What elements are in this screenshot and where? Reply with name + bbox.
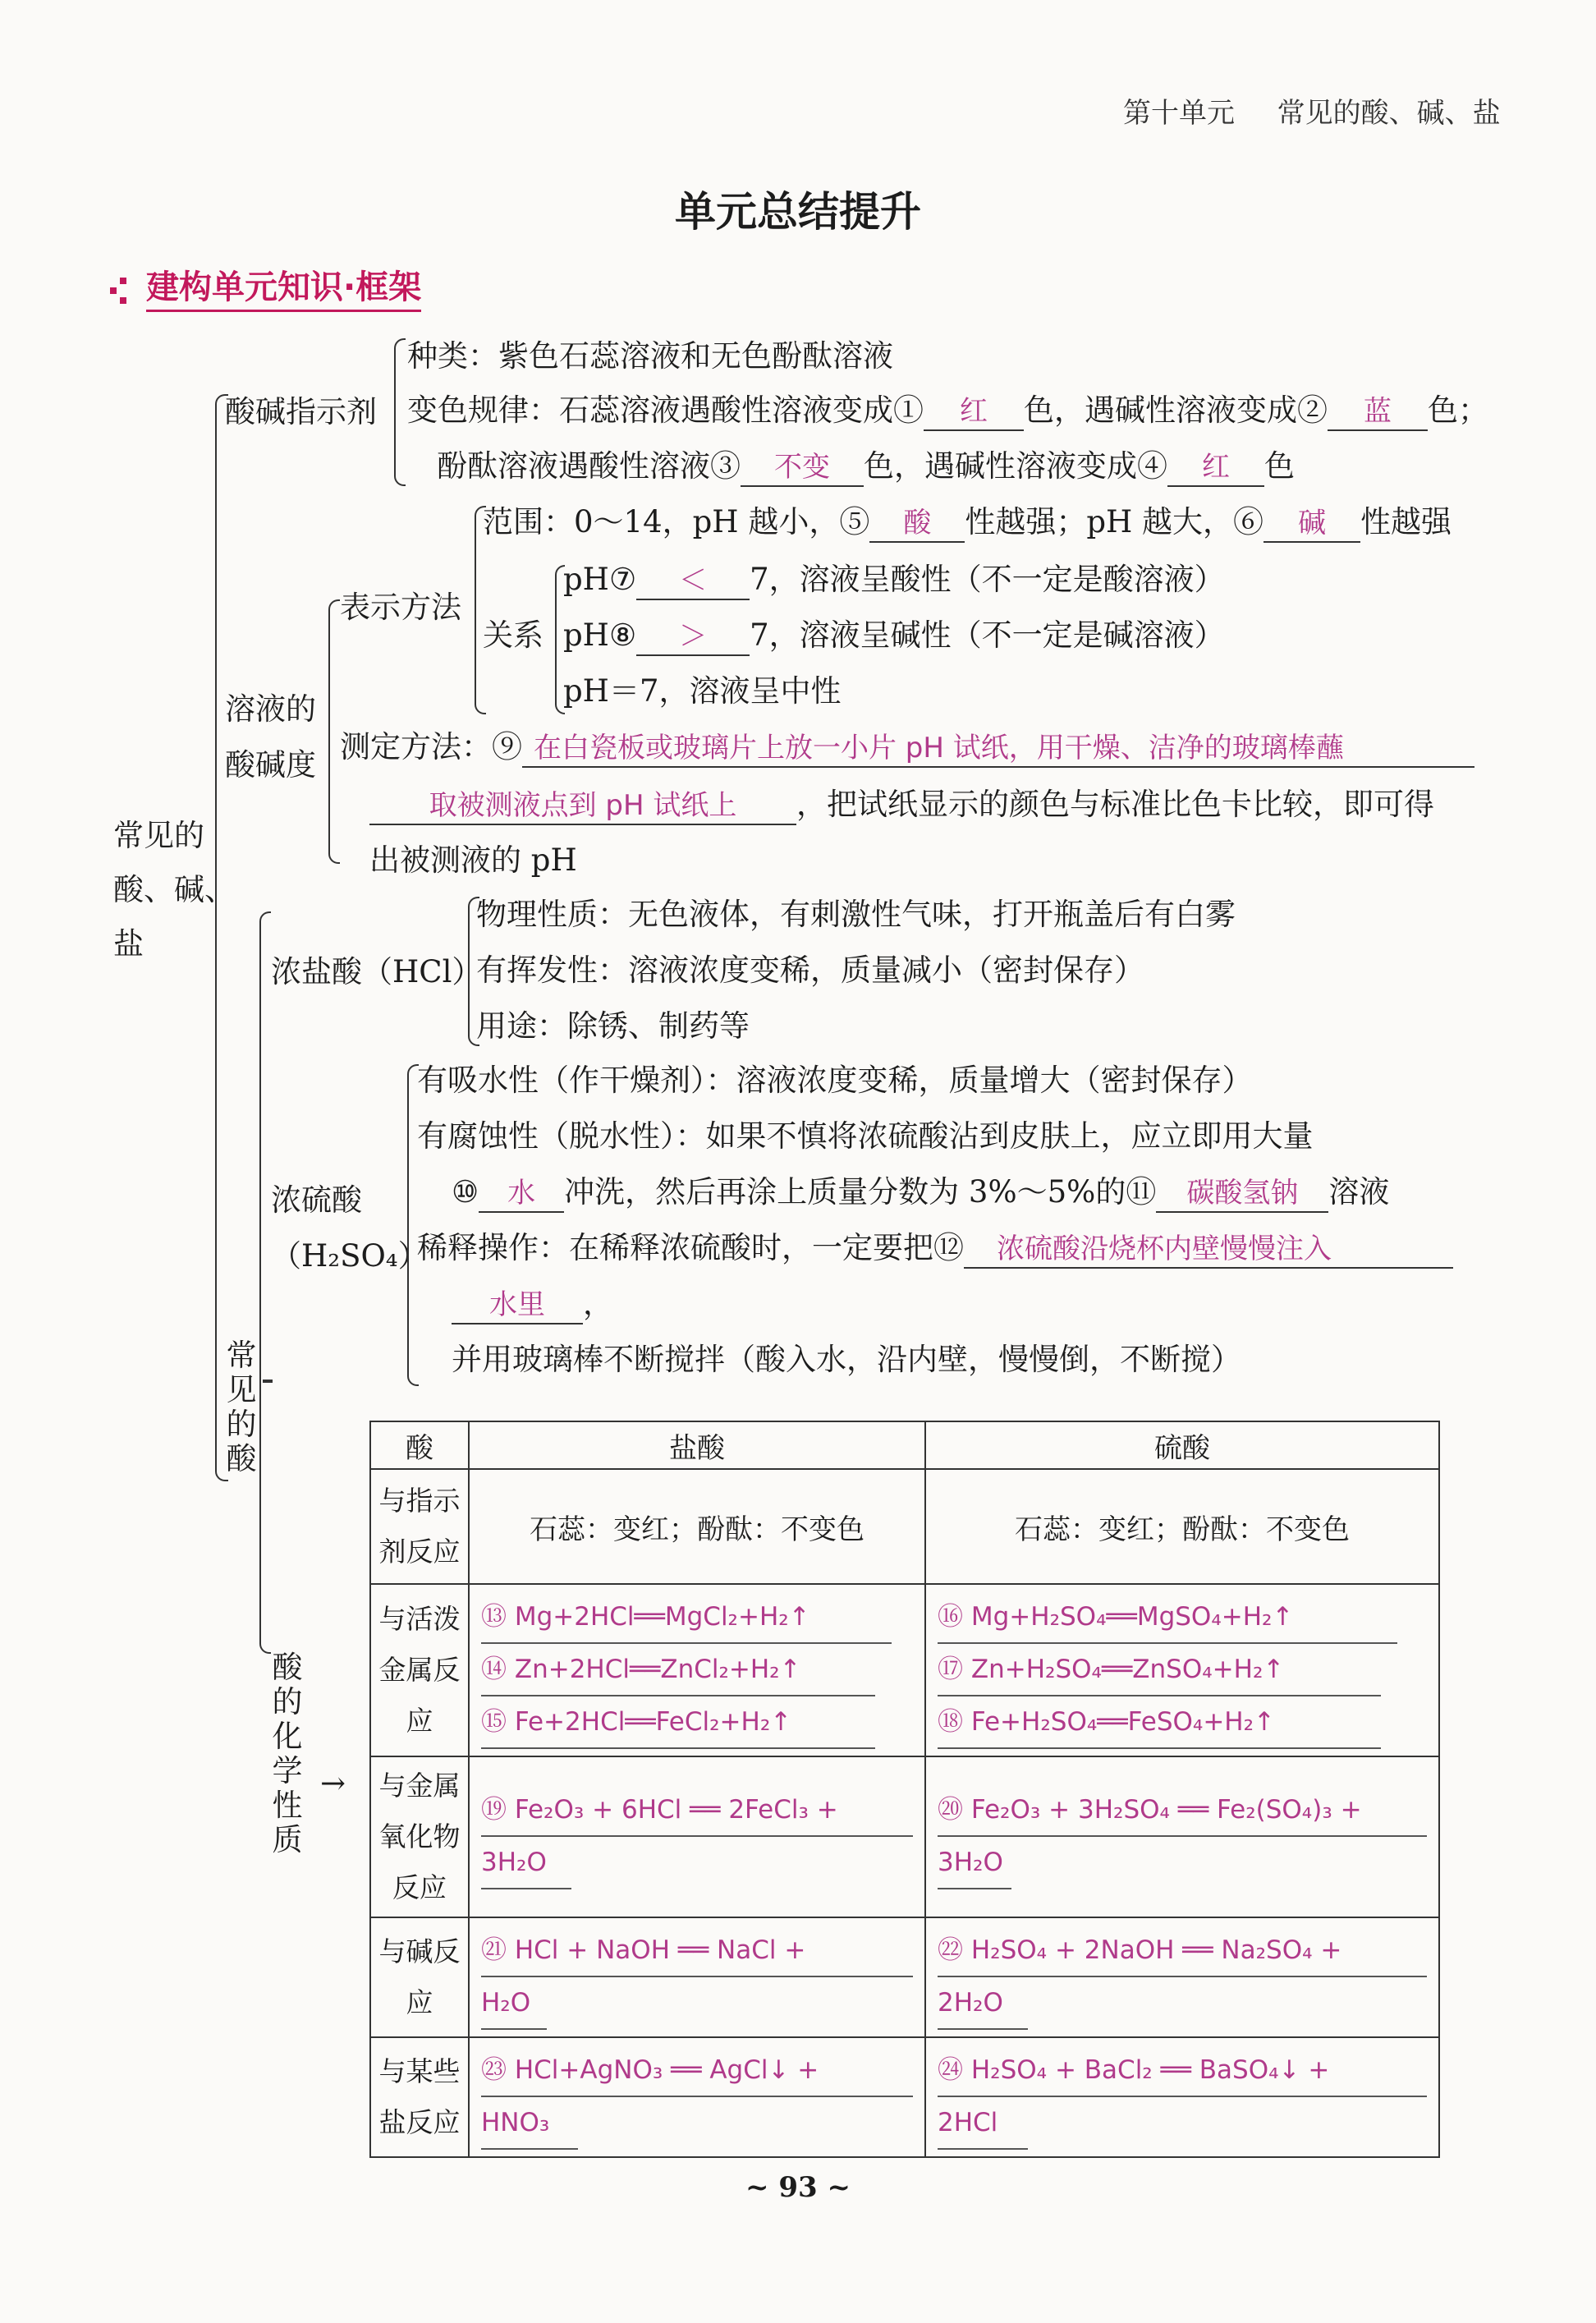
chem-props-label: 酸的化学性质 [272, 1650, 303, 1857]
table-header-row [370, 1421, 1439, 1469]
relation-neutral: pH＝7，溶液呈中性 [563, 673, 842, 709]
table-header: 酸 [370, 1421, 469, 1469]
equation: ⑬ Mg+2HCl══MgCl₂+H₂↑ [481, 1591, 892, 1644]
hcl-volatile: 有挥发性：溶液浓度变稀，质量减小（密封保存） [476, 953, 1144, 988]
answer-12-line-2: 水里 [452, 1287, 583, 1324]
answer-11: 碳酸氢钠 [1156, 1175, 1328, 1213]
answer-1: 红 [924, 393, 1024, 431]
equation: H₂O [481, 1977, 547, 2030]
section-title: 建构单元知识·框架 [146, 261, 421, 312]
h2so4-wash: ⑩ 水 冲洗，然后再涂上质量分数为 3%～5%的⑪ 碳酸氢钠 溶液 [452, 1174, 1389, 1213]
ph-method-label: 表示方法 [340, 590, 461, 625]
root-line-1: 常见的 [113, 818, 204, 853]
row-label: 与指示剂反应 [370, 1469, 469, 1584]
answer-8: ＞ [636, 618, 750, 656]
answer-2: 蓝 [1328, 393, 1428, 431]
table-row [370, 1756, 1439, 1917]
indicator-brace [394, 338, 406, 486]
table-cell [469, 1756, 925, 1917]
equation: 2HCl [938, 2097, 1028, 2150]
indicator-label: 酸碱指示剂 [225, 394, 377, 429]
relation-acidic: pH⑦ ＜ 7，溶液呈酸性（不一定是酸溶液） [563, 562, 1225, 600]
table-cell [925, 1917, 1439, 2037]
table-cell [925, 1756, 1439, 1917]
table-row [370, 1917, 1439, 2037]
equation: ⑯ Mg+H₂SO₄══MgSO₄+H₂↑ [938, 1591, 1397, 1644]
row-label: 与某些盐反应 [370, 2037, 469, 2157]
equation: ⑰ Zn+H₂SO₄══ZnSO₄+H₂↑ [938, 1644, 1381, 1696]
h2so4-stir: 并用玻璃棒不断搅拌（酸入水，沿内壁，慢慢倒，不断搅） [452, 1342, 1241, 1377]
relation-label: 关系 [483, 617, 543, 653]
acids-brace [259, 911, 271, 1654]
running-header [1123, 90, 1501, 131]
equation: ⑳ Fe₂O₃ + 3H₂SO₄ ══ Fe₂(SO₄)₃ + [938, 1784, 1427, 1837]
table-header: 硫酸 [925, 1421, 1439, 1469]
arrow-icon: → [320, 1765, 346, 1801]
row-label: 与金属氧化物反应 [370, 1756, 469, 1917]
row-label: 与碱反应 [370, 1917, 469, 2037]
acids-label: 常见的酸 [226, 1338, 257, 1476]
answer-12-line-1: 浓硫酸沿烧杯内壁慢慢注入 [964, 1231, 1453, 1269]
chem-brace [263, 1380, 273, 1383]
equation: ㉒ H₂SO₄ + 2NaOH ══ Na₂SO₄ + [938, 1925, 1427, 1977]
unit-label: 第十单元 [1123, 97, 1235, 130]
acid-properties-table [369, 1421, 1440, 2158]
h2so4-label: 浓硫酸 （H₂SO₄） [271, 1182, 429, 1274]
table-cell [469, 1584, 925, 1756]
row-label: 与活泼金属反应 [370, 1584, 469, 1756]
table-row [370, 2037, 1439, 2157]
unit-topic: 常见的酸、碱、盐 [1277, 97, 1501, 130]
equation: ⑲ Fe₂O₃ + 6HCl ══ 2FeCl₃ + [481, 1784, 913, 1837]
h2so4-dilute: 稀释操作：在稀释浓硫酸时，一定要把⑫ 浓硫酸沿烧杯内壁慢慢注入 [417, 1230, 1453, 1269]
answer-7: ＜ [636, 562, 750, 600]
h2so4-absorbent: 有吸水性（作干燥剂）：溶液浓度变稀，质量增大（密封保存） [417, 1063, 1253, 1098]
equation: 2H₂O [938, 1977, 1028, 2030]
table-cell [925, 2037, 1439, 2157]
indicator-kinds: 种类：紫色石蕊溶液和无色酚酞溶液 [407, 338, 893, 374]
answer-10: 水 [479, 1175, 564, 1213]
section-dots-icon [108, 278, 130, 305]
h2so4-brace [407, 1064, 419, 1386]
ph-measure-line2: 取被测液点到 pH 试纸上 ，把试纸显示的颜色与标准比色卡比较，即可得 [369, 787, 1434, 825]
hcl-label: 浓盐酸（HCl） [271, 954, 483, 989]
equation: ㉔ H₂SO₄ + BaCl₂ ══ BaSO₄↓ + [938, 2045, 1427, 2097]
table-cell [469, 1917, 925, 2037]
h2so4-dilute-2: 水里 ， [452, 1286, 613, 1324]
answer-4: 红 [1167, 449, 1264, 487]
equation: 3H₂O [938, 1837, 1011, 1889]
table-header: 盐酸 [469, 1421, 925, 1469]
table-cell: 石蕊：变红；酚酞：不变色 [469, 1469, 925, 1584]
equation: 3H₂O [481, 1837, 571, 1889]
answer-5: 酸 [869, 505, 965, 543]
h2so4-corrosive: 有腐蚀性（脱水性）：如果不慎将浓硫酸沾到皮肤上，应立即用大量 [417, 1118, 1314, 1154]
equation: HNO₃ [481, 2097, 578, 2150]
indicator-rule: 变色规律：石蕊溶液遇酸性溶液变成① 红 色，遇碱性溶液变成② 蓝 色； [407, 393, 1488, 431]
answer-9-line-2: 取被测液点到 pH 试纸上 [369, 787, 796, 825]
root-line-3: 盐 [113, 926, 144, 962]
answer-3: 不变 [741, 449, 864, 487]
equation: ㉑ HCl + NaOH ══ NaCl + [481, 1925, 913, 1977]
equation: ⑮ Fe+2HCl══FeCl₂+H₂↑ [481, 1696, 875, 1749]
ph-brace [328, 599, 340, 864]
table-row [370, 1469, 1439, 1584]
relation-basic: pH⑧ ＞ 7，溶液呈碱性（不一定是碱溶液） [563, 617, 1225, 656]
root-line-2: 酸、碱、 [113, 872, 235, 907]
equation: ⑱ Fe+H₂SO₄══FeSO₄+H₂↑ [938, 1696, 1381, 1749]
ph-label: 溶液的 酸碱度 [225, 691, 316, 783]
table-cell [469, 2037, 925, 2157]
ph-measure-line1: 测定方法：⑨ 在白瓷板或玻璃片上放一小片 pH 试纸，用干燥、洁净的玻璃棒蘸 [340, 729, 1474, 768]
ph-measure-line3: 出被测液的 pH [369, 842, 577, 878]
answer-6: 碱 [1264, 505, 1360, 543]
hcl-physical: 物理性质：无色液体，有刺激性气味，打开瓶盖后有白雾 [476, 897, 1236, 932]
table-cell [925, 1584, 1439, 1756]
hcl-uses: 用途：除锈、制药等 [476, 1008, 750, 1044]
page-title: 单元总结提升 [675, 188, 921, 236]
page-number: ~ 93 ~ [745, 2171, 851, 2204]
answer-9-line-1: 在白瓷板或玻璃片上放一小片 pH 试纸，用干燥、洁净的玻璃棒蘸 [522, 730, 1474, 768]
table-row [370, 1584, 1439, 1756]
equation: ⑭ Zn+2HCl══ZnCl₂+H₂↑ [481, 1644, 875, 1696]
table-cell: 石蕊：变红；酚酞：不变色 [925, 1469, 1439, 1584]
equation: ㉓ HCl+AgNO₃ ══ AgCl↓ + [481, 2045, 913, 2097]
root-brace [215, 394, 228, 1481]
ph-range: 范围：0～14，pH 越小，⑤ 酸 性越强；pH 越大，⑥ 碱 性越强 [483, 504, 1452, 543]
indicator-phenolphthalein: 酚酞溶液遇酸性溶液③ 不变 色，遇碱性溶液变成④ 红 色 [437, 448, 1295, 487]
